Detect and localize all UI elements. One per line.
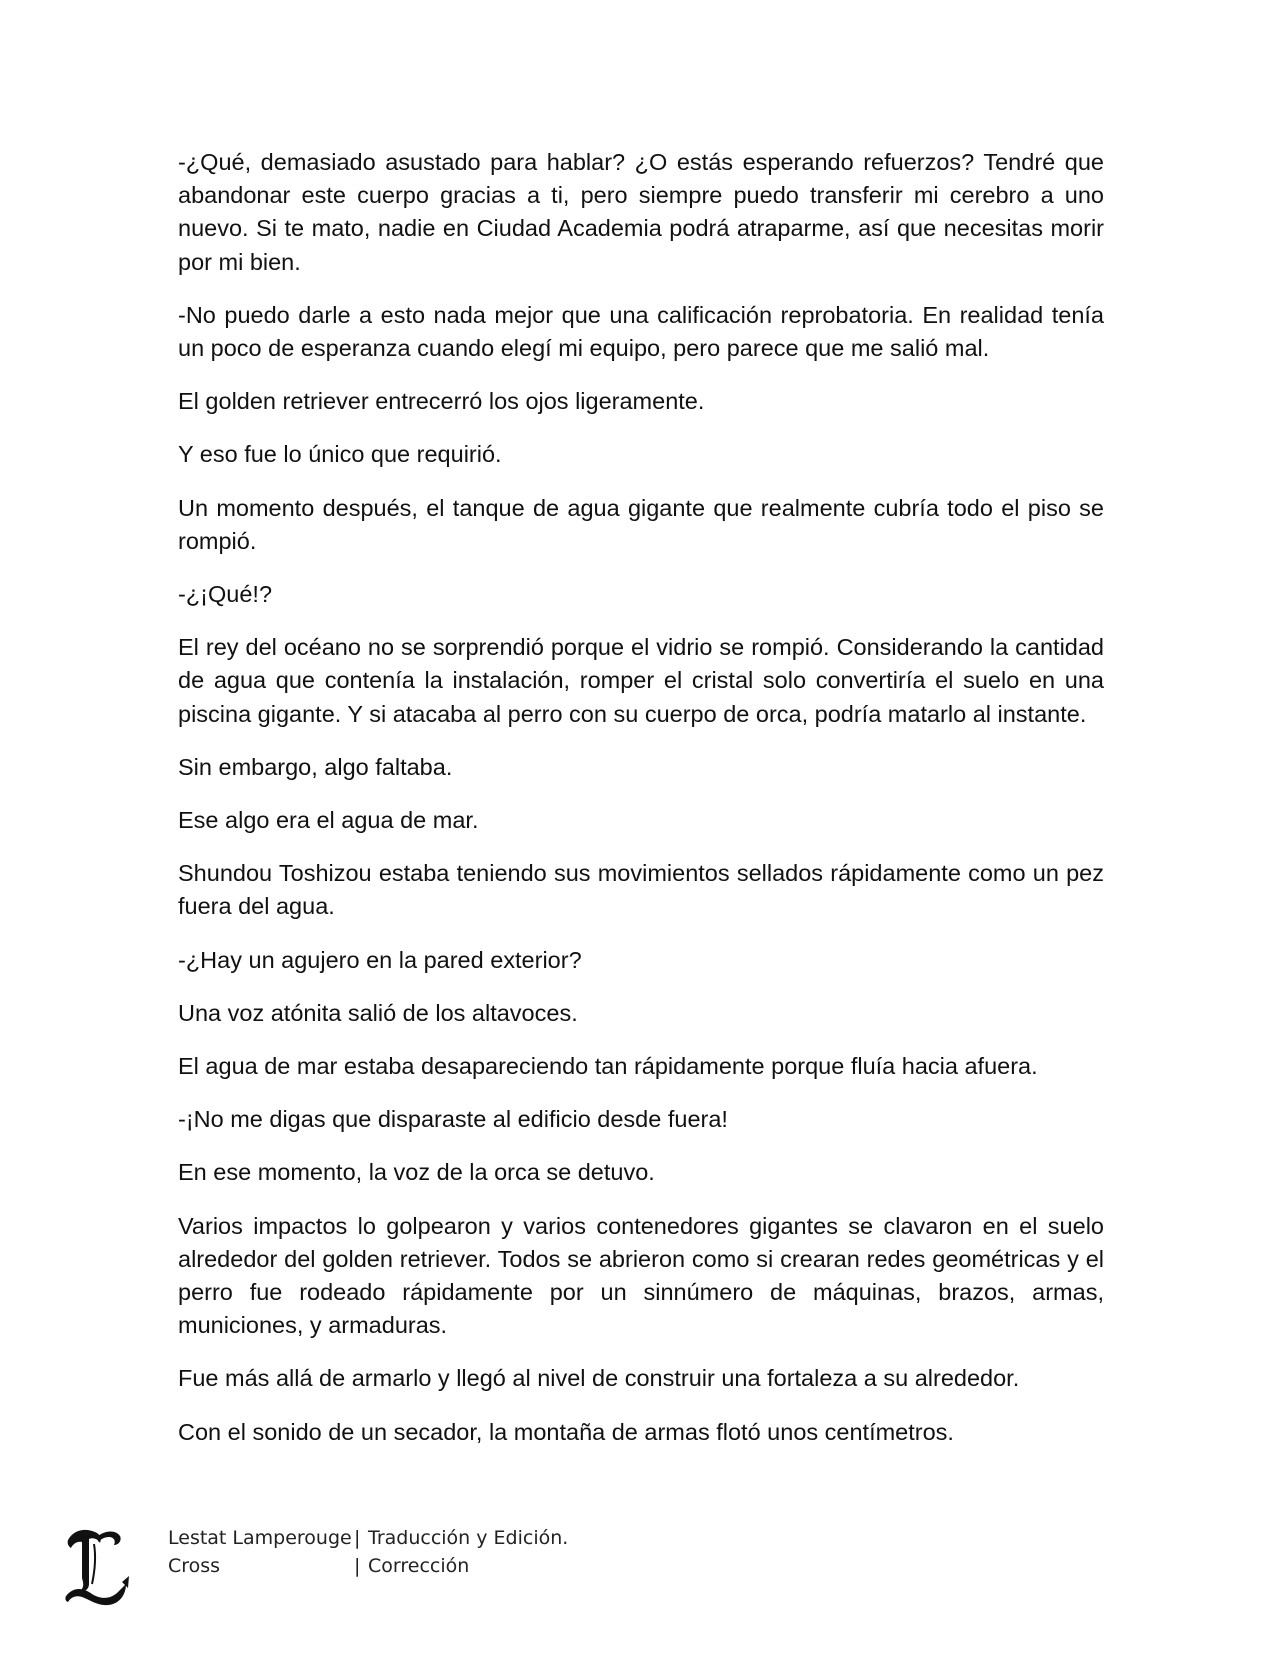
credit-role: Traducción y Edición. [368, 1527, 569, 1549]
paragraph: Fue más allá de armarlo y llegó al nivel de construir una fortaleza a su alrededor. [178, 1365, 1020, 1392]
credit-row [168, 1552, 568, 1580]
paragraph: Una voz atónita salió de los altavoces. [178, 999, 578, 1026]
credit-separator: | [354, 1555, 361, 1577]
paragraph: -¡No me digas que disparaste al edificio desde fuera! [178, 1106, 728, 1133]
paragraph: Con el sonido de un secador, la montaña de armas flotó unos centímetros. [178, 1418, 954, 1445]
paragraph: -No puedo darle a esto nada mejor que una calificación reprobatoria. En realidad tenía un poco de esperanza cuando elegí mi equipo, pero parece que me salió mal. [178, 301, 1104, 362]
paragraph: Shundou Toshizou estaba teniendo sus movimientos sellados rápidamente como un pez fuera del agua. [178, 860, 1104, 920]
credits [168, 1524, 568, 1580]
paragraph: -¿Hay un agujero en la pared exterior? [178, 946, 582, 973]
page-body [178, 146, 1104, 1469]
paragraph: Un momento después, el tanque de agua gigante que realmente cubría todo el piso se rompió. [178, 494, 1104, 554]
paragraph: Sin embargo, algo faltaba. [178, 753, 453, 780]
gothic-letter-l-icon [62, 1526, 132, 1608]
credit-name: Cross [168, 1555, 221, 1577]
paragraph: En ese momento, la voz de la orca se detuvo. [178, 1159, 655, 1186]
paragraph: Y eso fue lo único que requirió. [178, 441, 502, 468]
paragraph: El golden retriever entrecerró los ojos ligeramente. [178, 388, 705, 415]
paragraph: Ese algo era el agua de mar. [178, 807, 479, 834]
credit-row [168, 1524, 568, 1552]
credit-role: Corrección [368, 1555, 470, 1577]
paragraph: El agua de mar estaba desapareciendo tan rápidamente porque fluía hacia afuera. [178, 1053, 1038, 1080]
paragraph: -¿Qué, demasiado asustado para hablar? ¿O estás esperando refuerzos? Tendré que abandonar este cuerpo gracias a ti, pero siempre puedo transferir mi cerebro a uno nuevo. Si te mato, nadie en Ciudad Academia podrá atraparme, así que necesitas morir por mi bien. [178, 149, 1104, 275]
page-footer [0, 1520, 1280, 1620]
paragraph: El rey del océano no se sorprendió porque el vidrio se rompió. Considerando la cantidad de agua que contenía la instalación, romper el cristal solo convertiría el suelo en una piscina gigante. Y si atacaba al perro con su cuerpo de orca, podría matarlo al instante. [178, 634, 1104, 727]
paragraph: -¿¡Qué!? [178, 581, 273, 608]
credit-name: Lestat Lamperouge [168, 1527, 352, 1549]
paragraph: Varios impactos lo golpearon y varios contenedores gigantes se clavaron en el suelo alrededor del golden retriever. Todos se abrieron como si crearan redes geométricas y el perro fue rodeado rápidamente por un sinnúmero de máquinas, brazos, armas, municiones, y armaduras. [178, 1212, 1104, 1339]
credit-separator: | [354, 1527, 361, 1549]
